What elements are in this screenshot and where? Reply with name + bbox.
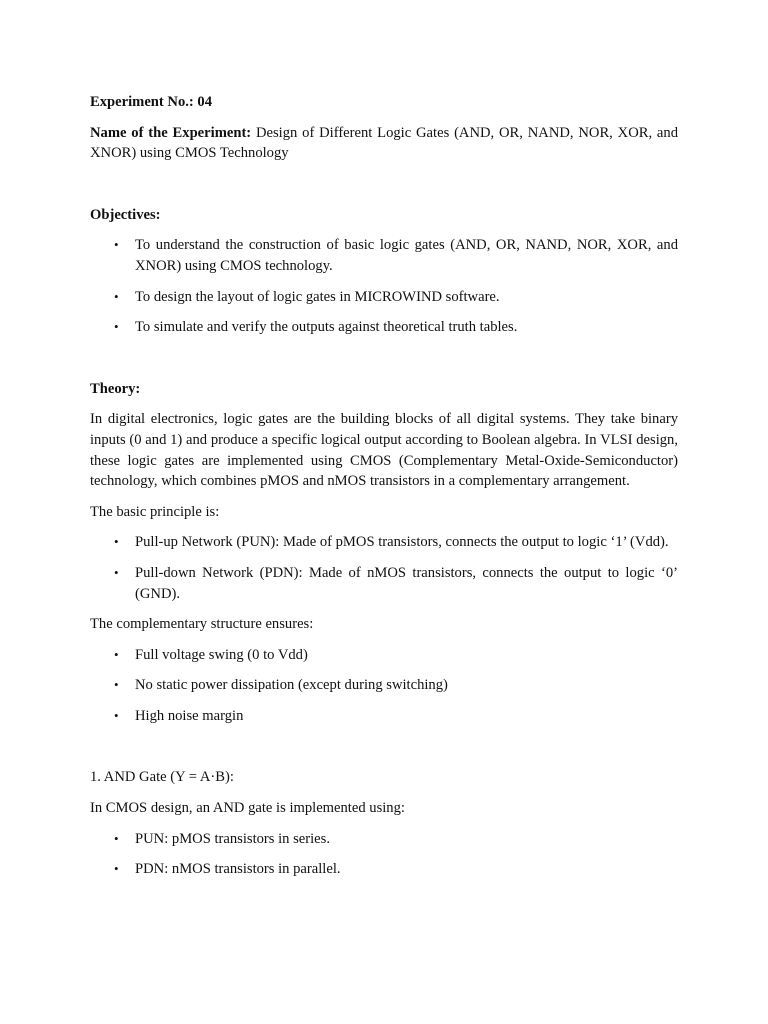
bullet-icon: •	[114, 534, 119, 550]
bullet-icon: •	[114, 237, 119, 253]
bullet-icon: •	[114, 861, 119, 877]
theory-heading: Theory:	[90, 380, 141, 397]
list-item: • Full voltage swing (0 to Vdd)	[90, 645, 678, 666]
bullet-icon: •	[114, 564, 119, 580]
objectives-list	[90, 235, 678, 337]
principle-list	[90, 532, 678, 604]
bullet-icon: •	[114, 319, 119, 335]
bullet-icon: •	[114, 288, 119, 304]
list-item: • PUN: pMOS transistors in series.	[90, 829, 678, 850]
bullet-icon: •	[114, 707, 119, 723]
list-item: • No static power dissipation (except during switching)	[90, 675, 678, 696]
principle-lead: The basic principle is:	[90, 503, 220, 520]
experiment-name	[90, 123, 678, 164]
and-gate-lead: In CMOS design, an AND gate is implemented using:	[90, 800, 405, 817]
document-page	[90, 92, 678, 880]
list-item: • PDN: nMOS transistors in parallel.	[90, 859, 678, 880]
ensures-lead: The complementary structure ensures:	[90, 616, 314, 633]
experiment-name-label: Name of the Experiment:	[90, 124, 252, 141]
list-item: • To understand the construction of basic logic gates (AND, OR, NAND, NOR, XOR, and XNOR) using CMOS technology.	[114, 237, 678, 274]
theory-intro: In digital electronics, logic gates are the building blocks of all digital systems. They take binary inputs (0 and 1) and produce a specific logical output according to Boolean algebra. In VLSI design, these logic gates are implemented using CMOS (Complementary Metal-Oxide-Semiconductor) technology, which combines pMOS and nMOS transistors in a complementary arrangement.	[90, 411, 678, 490]
list-item: • To simulate and verify the outputs against theoretical truth tables.	[90, 317, 678, 338]
bullet-icon: •	[114, 677, 119, 693]
bullet-icon: •	[114, 830, 119, 846]
experiment-name-value: Design of Different Logic Gates (AND, OR, NAND, NOR, XOR, and XNOR) using CMOS Technology	[90, 124, 679, 162]
list-item: • Pull-down Network (PDN): Made of nMOS transistors, connects the output to logic ‘0’ (GND).	[114, 564, 678, 602]
and-gate-list	[90, 829, 678, 880]
experiment-number: Experiment No.: 04	[90, 94, 213, 110]
and-gate-heading: 1. AND Gate (Y = A·B):	[90, 769, 234, 786]
ensures-list	[90, 645, 678, 727]
list-item: • High noise margin	[90, 706, 678, 727]
list-item: • Pull-up Network (PUN): Made of pMOS transistors, connects the output to logic ‘1’ (Vdd).	[90, 532, 678, 553]
objectives-heading: Objectives:	[90, 206, 161, 223]
bullet-icon: •	[114, 646, 119, 662]
list-item: • To design the layout of logic gates in MICROWIND software.	[90, 287, 678, 308]
